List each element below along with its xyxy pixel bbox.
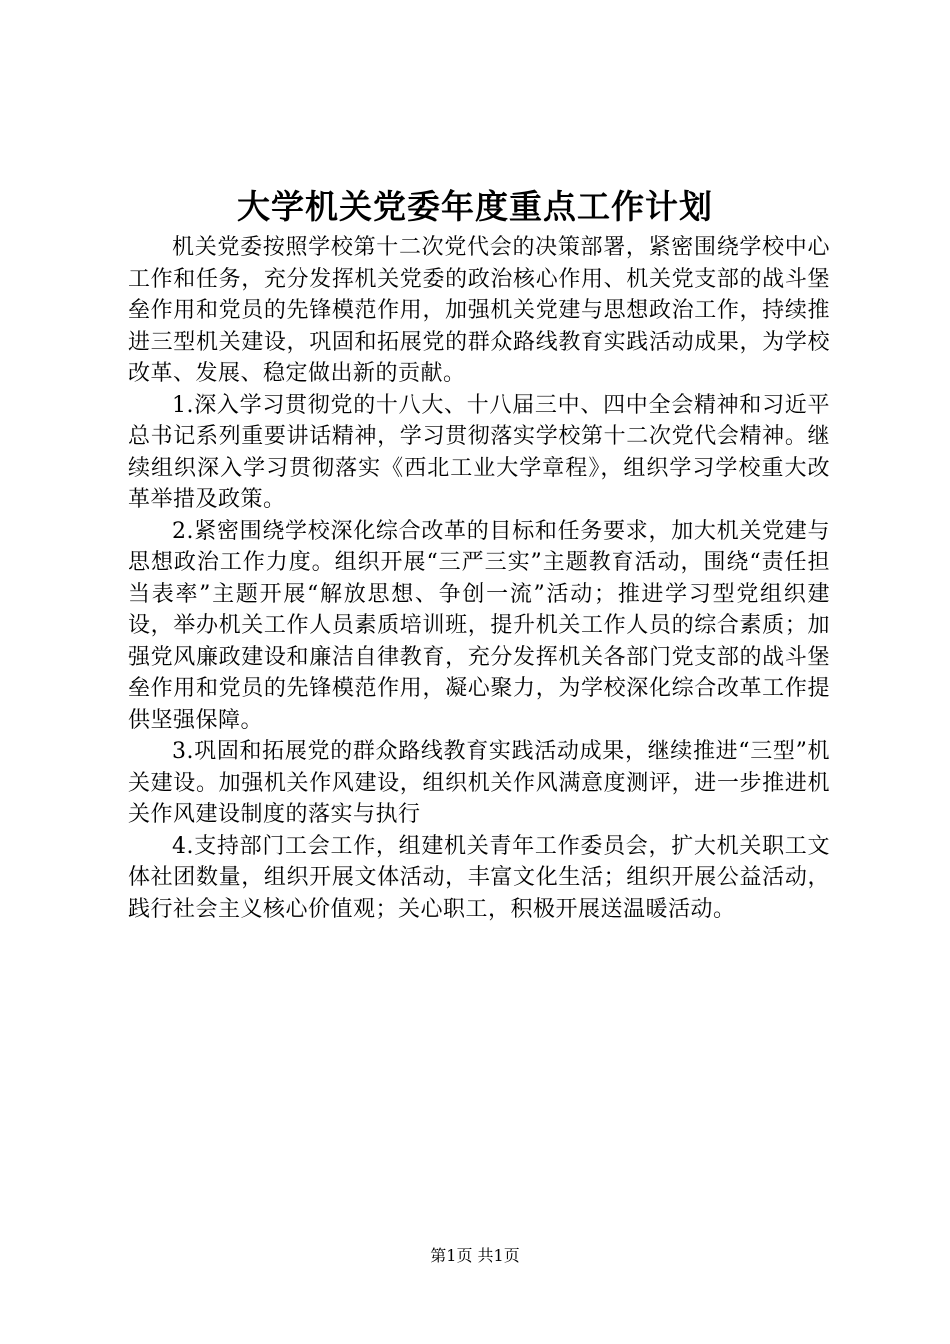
document-body <box>128 232 830 925</box>
document-title: 大学机关党委年度重点工作计划 <box>237 187 713 226</box>
item-4-paragraph: 4.支持部门工会工作，组建机关青年工作委员会，扩大机关职工文体社团数量，组织开展文体活动，丰富文化生活；组织开展公益活动，践行社会主义核心价值观；关心职工，积极开展送温暖活动。 <box>128 833 830 922</box>
item-1-paragraph: 1.深入学习贯彻党的十八大、十八届三中、四中全会精神和习近平总书记系列重要讲话精神，学习贯彻落实学校第十二次党代会精神。继续组织深入学习贯彻落实《西北工业大学章程》，组织学习学校重大改革举措及政策。 <box>128 392 830 512</box>
item-3-paragraph: 3.巩固和拓展党的群众路线教育实践活动成果，继续推进“三型”机关建设。加强机关作风建设，组织机关作风满意度测评，进一步推进机关作风建设制度的落实与执行 <box>128 739 830 827</box>
item-2-paragraph: 2.紧密围绕学校深化综合改革的目标和任务要求，加大机关党建与思想政治工作力度。组织开展“三严三实”主题教育活动，围绕“责任担当表率”主题开展“解放思想、争创一流”活动；推进学习型党组织建设，举办机关工作人员素质培训班，提升机关工作人员的综合素质；加强党风廉政建设和廉洁自律教育，充分发挥机关各部门党支部的战斗堡垒作用和党员的先锋模范作用，凝心聚力，为学校深化综合改革工作提供坚强保障。 <box>128 518 830 733</box>
intro-paragraph: 机关党委按照学校第十二次党代会的决策部署，紧密围绕学校中心工作和任务，充分发挥机关党委的政治核心作用、机关党支部的战斗堡垒作用和党员的先锋模范作用，加强机关党建与思想政治工作，持续推进三型机关建设，巩固和拓展党的群众路线教育实践活动成果，为学校改革、发展、稳定做出新的贡献。 <box>128 235 830 386</box>
page-number-footer: 第1页 共1页 <box>430 1246 520 1265</box>
